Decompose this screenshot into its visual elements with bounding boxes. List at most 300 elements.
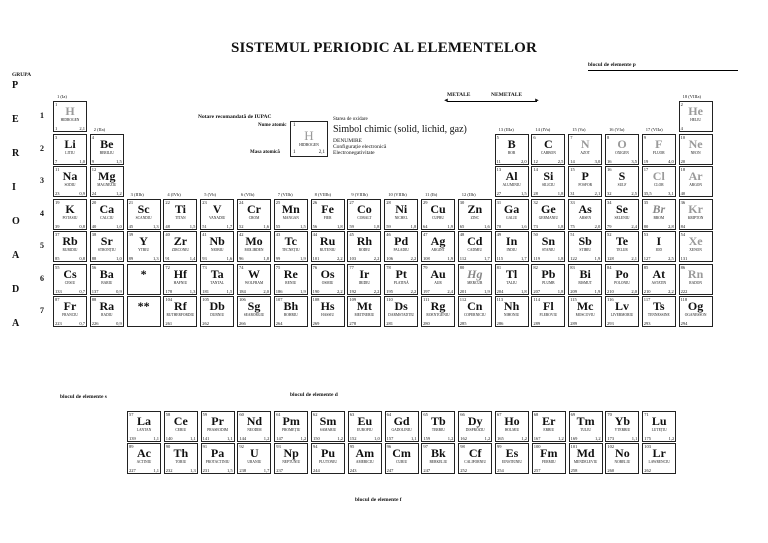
atomic-mass: 294 bbox=[680, 321, 688, 326]
element-name: LITIU bbox=[65, 150, 75, 155]
element-symbol: Eu bbox=[357, 414, 373, 428]
element-cell-n bbox=[568, 134, 602, 165]
element-name: NICHEL bbox=[394, 215, 408, 220]
f-element-cell-pr bbox=[201, 411, 235, 442]
element-name: BISMUT bbox=[578, 280, 592, 285]
element-cell-hg bbox=[458, 264, 492, 295]
element-cell-ag bbox=[421, 231, 455, 262]
group-header-g8: 8 (VIIIb) bbox=[314, 191, 331, 197]
atomic-mass: 14 bbox=[570, 158, 575, 164]
element-symbol: Cf bbox=[468, 446, 482, 460]
atomic-number: 52 bbox=[607, 232, 612, 237]
atomic-number: 39 bbox=[128, 232, 134, 237]
element-symbol: Lr bbox=[652, 446, 666, 460]
atomic-mass: 12 bbox=[533, 158, 538, 164]
period-word-letter: E bbox=[12, 114, 19, 125]
element-symbol: Pa bbox=[210, 446, 225, 460]
element-cell-h bbox=[53, 101, 87, 132]
electronegativity: 3,5 bbox=[631, 158, 637, 164]
atomic-number: 87 bbox=[55, 297, 60, 302]
electronegativity: 1,0 bbox=[374, 436, 380, 441]
electronegativity: 1,9 bbox=[447, 256, 453, 261]
element-symbol: Zr bbox=[173, 234, 188, 248]
electronegativity: 1,2 bbox=[300, 436, 307, 441]
element-cell-v bbox=[200, 199, 234, 230]
element-cell-bh bbox=[274, 296, 308, 327]
electronegativity: 1,8 bbox=[557, 223, 564, 229]
electronegativity: 1,8 bbox=[520, 288, 527, 294]
atomic-number: 105 bbox=[202, 297, 209, 302]
element-name: TITAN bbox=[175, 215, 186, 220]
element-cell-cu bbox=[421, 199, 455, 230]
element-symbol: Ru bbox=[319, 234, 336, 248]
element-name: HAFNIU bbox=[173, 280, 188, 285]
element-name: OGANESSON bbox=[684, 313, 707, 317]
element-symbol: Md bbox=[576, 446, 595, 460]
element-symbol: Es bbox=[505, 446, 519, 460]
electronegativity: 2,5 bbox=[668, 256, 674, 261]
atomic-mass: 181 bbox=[202, 288, 209, 294]
atomic-mass: 285 bbox=[459, 321, 467, 326]
group-header-g7: 7 (VIIb) bbox=[277, 191, 293, 197]
element-name: TORIU bbox=[175, 460, 187, 464]
element-cell-cr bbox=[237, 199, 271, 230]
element-name: TELUR bbox=[616, 248, 628, 252]
element-cell-se bbox=[605, 199, 639, 230]
group-header-g1: 1 (Ia) bbox=[57, 94, 67, 99]
element-cell-c bbox=[531, 134, 565, 165]
electronegativity: 1,6 bbox=[226, 256, 233, 261]
atomic-mass: 106 bbox=[386, 256, 393, 261]
element-name: SILICIU bbox=[542, 183, 555, 187]
atomic-mass: 45 bbox=[128, 223, 134, 229]
element-name: ARGINT bbox=[431, 248, 445, 252]
legend-mass-label: Masa atomică bbox=[250, 150, 280, 155]
f-element-cell-fm bbox=[532, 443, 566, 474]
atomic-mass: 64 bbox=[423, 223, 428, 229]
element-name: MERCUR bbox=[467, 280, 483, 285]
electronegativity: 1,8 bbox=[557, 256, 564, 261]
element-name: BERILIU bbox=[99, 150, 114, 155]
element-symbol: Ca bbox=[99, 201, 115, 216]
element-name: STRONȚIU bbox=[97, 248, 116, 252]
atomic-number: 57 bbox=[129, 412, 134, 417]
element-symbol: Sr bbox=[100, 234, 113, 248]
element-cell-cs bbox=[53, 264, 87, 295]
element-symbol: Og bbox=[687, 299, 704, 313]
atomic-mass: 137 bbox=[91, 288, 99, 294]
element-name: BROM bbox=[653, 215, 665, 220]
atomic-mass: 289 bbox=[570, 321, 577, 326]
element-cell-tc bbox=[274, 231, 308, 262]
atomic-mass: 133 bbox=[55, 288, 62, 294]
element-cell-ca bbox=[90, 199, 124, 230]
atomic-number: 75 bbox=[275, 264, 281, 270]
electronegativity: 1,1 bbox=[190, 436, 196, 441]
electronegativity: 2,8 bbox=[668, 223, 674, 229]
f-element-cell-ac bbox=[127, 443, 161, 474]
electronegativity: 1,2 bbox=[521, 436, 527, 441]
element-symbol: Bh bbox=[283, 299, 299, 313]
element-name: BOR bbox=[507, 150, 516, 155]
atomic-mass: 247 bbox=[423, 468, 431, 473]
legend-denum-label: DENUMIRE bbox=[333, 138, 363, 144]
atomic-number: 48 bbox=[459, 232, 465, 237]
atomic-mass: 139 bbox=[129, 436, 136, 441]
element-symbol: Kr bbox=[688, 201, 703, 216]
atomic-number: 85 bbox=[643, 264, 649, 270]
atomic-mass: 175 bbox=[644, 436, 651, 441]
period-number: 6 bbox=[40, 273, 44, 283]
atomic-number: 40 bbox=[165, 232, 170, 237]
element-symbol: Rg bbox=[430, 299, 446, 313]
electronegativity: 1,9 bbox=[594, 288, 601, 294]
group-header-g13: 13 (IIIa) bbox=[498, 126, 514, 132]
element-symbol: Mo bbox=[245, 234, 263, 248]
element-cell-pd bbox=[384, 231, 418, 262]
element-symbol: In bbox=[505, 234, 518, 248]
element-cell-fr bbox=[53, 296, 87, 327]
element-symbol: Se bbox=[616, 201, 628, 216]
atomic-number: 76 bbox=[312, 264, 318, 270]
element-name: DARMSTADTIU bbox=[388, 313, 415, 317]
atomic-mass: 186 bbox=[275, 288, 283, 294]
element-name: COPERNICIU bbox=[464, 313, 486, 317]
atomic-number: 100 bbox=[533, 444, 541, 449]
element-name: PROMEȚIU bbox=[282, 428, 301, 432]
atomic-mass: 150 bbox=[313, 436, 320, 441]
element-name: VANADIU bbox=[209, 215, 226, 220]
atomic-number: 9 bbox=[643, 134, 647, 140]
atomic-mass: 1 bbox=[55, 126, 58, 131]
f-element-cell-np bbox=[274, 443, 308, 474]
element-name: HASSIU bbox=[321, 313, 335, 317]
element-cell-cn bbox=[458, 296, 492, 327]
f-element-cell-u bbox=[237, 443, 271, 474]
element-name: FRANCIU bbox=[62, 313, 78, 317]
element-name: OSMIU bbox=[321, 280, 334, 285]
atomic-mass: 201 bbox=[459, 288, 467, 294]
element-symbol: Sn bbox=[541, 234, 556, 248]
element-symbol: Br bbox=[652, 201, 666, 216]
element-symbol: Np bbox=[283, 446, 299, 460]
element-cell-be bbox=[90, 134, 124, 165]
element-name: ZINC bbox=[470, 215, 479, 220]
period-word-letter: A bbox=[12, 318, 20, 329]
atomic-number: 107 bbox=[275, 297, 283, 302]
element-cell-te bbox=[605, 231, 639, 262]
atomic-number: 92 bbox=[239, 444, 244, 449]
element-name: WOLFRAM bbox=[244, 280, 264, 285]
atomic-mass: 147 bbox=[276, 436, 283, 441]
atomic-mass: 59 bbox=[386, 223, 391, 229]
element-cell-xe bbox=[679, 231, 713, 262]
atomic-mass: 192 bbox=[349, 288, 357, 294]
atomic-number: 94 bbox=[313, 444, 318, 449]
atomic-number: 8 bbox=[607, 134, 610, 140]
element-cell-nh bbox=[495, 296, 529, 327]
atomic-number: 45 bbox=[349, 232, 354, 237]
placeholder-mark: ** bbox=[137, 299, 150, 313]
f-element-cell-yb bbox=[605, 411, 639, 442]
element-cell-co bbox=[347, 199, 381, 230]
atomic-number: 109 bbox=[349, 297, 357, 302]
electronegativity: 1,5 bbox=[520, 191, 527, 196]
atomic-mass: 293 bbox=[643, 321, 651, 326]
element-name: RENIU bbox=[285, 280, 297, 285]
element-symbol: Mn bbox=[281, 201, 300, 216]
f-element-cell-eu bbox=[348, 411, 382, 442]
element-name: FOSFOR bbox=[578, 183, 592, 187]
element-symbol: Tm bbox=[576, 414, 595, 428]
electronegativity: 2,1 bbox=[594, 191, 601, 196]
atomic-mass: 19 bbox=[643, 158, 649, 164]
element-name: CARBON bbox=[540, 150, 556, 155]
atomic-mass: 70 bbox=[496, 223, 502, 229]
element-symbol: K bbox=[65, 201, 75, 216]
element-name: XENON bbox=[689, 248, 702, 252]
legend bbox=[250, 117, 467, 159]
element-name: MOSCOVIU bbox=[575, 313, 595, 317]
element-cell-kr bbox=[679, 199, 713, 230]
atomic-mass: 75 bbox=[570, 223, 575, 229]
element-symbol: Re bbox=[283, 266, 298, 281]
atomic-mass: 73 bbox=[533, 223, 538, 229]
electronegativity: 1,6 bbox=[520, 223, 527, 229]
element-symbol: Rf bbox=[174, 299, 187, 313]
atomic-number: 55 bbox=[55, 264, 60, 270]
element-name: AUR bbox=[434, 280, 442, 285]
atomic-mass: 115 bbox=[496, 256, 504, 261]
electronegativity: 1,2 bbox=[594, 436, 601, 441]
element-cell-ts bbox=[642, 296, 676, 327]
atomic-mass: 159 bbox=[423, 436, 431, 441]
element-cell-fe bbox=[311, 199, 345, 230]
element-name: YTERBIU bbox=[614, 428, 631, 432]
element-symbol: Os bbox=[320, 266, 335, 281]
electronegativity: 2,0 bbox=[631, 288, 637, 294]
electronegativity: 1,2 bbox=[558, 436, 564, 441]
element-name: NIOBIU bbox=[210, 248, 224, 252]
element-symbol: Hs bbox=[320, 299, 335, 313]
element-symbol: O bbox=[617, 136, 627, 151]
element-symbol: Sm bbox=[319, 414, 337, 428]
atomic-mass: 169 bbox=[570, 436, 578, 441]
atomic-number: 3 bbox=[55, 134, 58, 140]
atomic-number: 24 bbox=[239, 199, 244, 205]
element-cell-sc bbox=[127, 199, 161, 230]
element-cell-ru bbox=[311, 231, 345, 262]
element-symbol: Bk bbox=[431, 446, 446, 460]
element-name: ALUMINIU bbox=[502, 183, 521, 187]
legend-example-mass: 1 bbox=[293, 150, 296, 155]
element-name: AMERICIU bbox=[355, 460, 374, 464]
electronegativity: 4,0 bbox=[668, 158, 674, 164]
element-symbol: Ni bbox=[395, 201, 408, 216]
element-symbol: Pm bbox=[282, 414, 300, 428]
electronegativity: 1,2 bbox=[668, 436, 675, 441]
element-cell-li bbox=[53, 134, 87, 165]
electronegativity: 1,6 bbox=[484, 223, 490, 229]
atomic-mass: 40 bbox=[91, 223, 97, 229]
block-f-label: blocul de elemente f bbox=[355, 497, 402, 503]
f-element-cell-gd bbox=[385, 411, 419, 442]
element-name: FERMIU bbox=[542, 460, 556, 464]
atomic-number: 77 bbox=[349, 264, 354, 270]
element-symbol: Lv bbox=[614, 299, 629, 313]
element-name: STIBIU bbox=[579, 248, 591, 252]
atomic-number: 89 bbox=[129, 444, 134, 449]
f-element-cell-no bbox=[605, 443, 639, 474]
atomic-mass: 252 bbox=[460, 468, 467, 473]
atomic-mass: 286 bbox=[496, 321, 504, 326]
element-name: ARSEN bbox=[579, 215, 592, 220]
atomic-mass: 59 bbox=[349, 223, 354, 229]
atomic-number: 61 bbox=[276, 412, 281, 417]
group-header-g15: 15 (Va) bbox=[572, 126, 586, 132]
atomic-number: 1 bbox=[55, 102, 58, 107]
electronegativity: 0,8 bbox=[79, 223, 85, 229]
atomic-number: 33 bbox=[570, 199, 575, 205]
element-cell-ar bbox=[679, 166, 713, 197]
atomic-mass: 184 bbox=[239, 288, 246, 294]
element-name: SAMARIU bbox=[319, 428, 337, 432]
atomic-mass: 32 bbox=[607, 191, 612, 196]
group-header-g16: 16 (VIa) bbox=[609, 126, 625, 132]
f-element-cell-nd bbox=[237, 411, 271, 442]
electronegativity: 1,8 bbox=[263, 256, 269, 261]
element-cell-y bbox=[127, 231, 161, 262]
atomic-number: 35 bbox=[643, 199, 649, 205]
element-cell-mt bbox=[347, 296, 381, 327]
f-element-cell-er bbox=[532, 411, 566, 442]
electronegativity: 1,9 bbox=[594, 256, 601, 261]
element-symbol: Ra bbox=[99, 299, 115, 313]
electronegativity: 1,9 bbox=[484, 288, 490, 294]
atomic-mass: 152 bbox=[349, 436, 357, 441]
atomic-mass: 262 bbox=[202, 321, 209, 326]
atomic-mass: 243 bbox=[349, 468, 357, 473]
element-symbol: Pb bbox=[541, 266, 556, 281]
atomic-mass: 7 bbox=[55, 158, 58, 164]
atomic-mass: 89 bbox=[128, 256, 134, 261]
electronegativity: 2,0 bbox=[594, 223, 601, 229]
atomic-number: 12 bbox=[91, 167, 97, 172]
element-name: ACTINIU bbox=[136, 460, 152, 464]
element-cell-og bbox=[679, 296, 713, 327]
f-element-cell-tb bbox=[421, 411, 455, 442]
atomic-number: 73 bbox=[202, 264, 207, 270]
atomic-number: 70 bbox=[607, 412, 612, 417]
electronegativity: 2,0 bbox=[263, 288, 269, 294]
atomic-number: 84 bbox=[607, 264, 612, 270]
legend-oxidation-label: Starea de oxidare bbox=[333, 117, 368, 122]
f-element-cell-th bbox=[164, 443, 198, 474]
element-name: MEITNERIU bbox=[354, 313, 375, 317]
f-element-cell-dy bbox=[458, 411, 492, 442]
f-element-cell-pu bbox=[311, 443, 345, 474]
atomic-number: 19 bbox=[55, 199, 60, 205]
element-cell-p bbox=[568, 166, 602, 197]
atomic-mass: 112 bbox=[459, 256, 467, 261]
f-element-cell-lr bbox=[642, 443, 676, 474]
element-cell-hs bbox=[311, 296, 345, 327]
atomic-mass: 232 bbox=[165, 468, 173, 473]
placeholder-mark: * bbox=[140, 266, 147, 281]
electronegativity: 1,8 bbox=[557, 191, 564, 196]
atomic-mass: 167 bbox=[533, 436, 541, 441]
atomic-number: 31 bbox=[496, 199, 502, 205]
element-cell-as bbox=[568, 199, 602, 230]
element-cell-k bbox=[53, 199, 87, 230]
electronegativity: 2,0 bbox=[520, 158, 527, 164]
element-symbol: Rn bbox=[687, 266, 704, 281]
element-symbol: He bbox=[688, 104, 703, 118]
electronegativity: 1,5 bbox=[226, 288, 233, 294]
element-name: URANIU bbox=[247, 460, 262, 464]
element-cell-pt bbox=[384, 264, 418, 295]
element-symbol: Cr bbox=[247, 201, 261, 216]
electronegativity: 2,2 bbox=[336, 256, 343, 261]
element-name: RUTHERFORDIU bbox=[166, 313, 195, 317]
electronegativity: 1,5 bbox=[226, 468, 233, 473]
atomic-number: 79 bbox=[423, 264, 428, 270]
f-element-cell-es bbox=[495, 443, 529, 474]
element-symbol: Pr bbox=[211, 414, 224, 428]
atomic-number: 108 bbox=[312, 297, 320, 302]
atomic-number: 62 bbox=[313, 412, 318, 417]
atomic-number: 93 bbox=[276, 444, 281, 449]
element-symbol: Ac bbox=[137, 446, 151, 460]
element-symbol: Fl bbox=[543, 299, 554, 313]
element-name: SODIU bbox=[64, 183, 76, 187]
element-cell-nb bbox=[200, 231, 234, 262]
element-cell-db bbox=[200, 296, 234, 327]
atomic-number: 97 bbox=[423, 444, 428, 449]
electronegativity: 1,1 bbox=[153, 468, 159, 473]
electronegativity: 1,1 bbox=[631, 436, 638, 441]
atomic-number: 112 bbox=[459, 297, 467, 302]
electronegativity: 1,8 bbox=[410, 223, 417, 229]
element-name: PROTACTINIU bbox=[205, 460, 230, 464]
element-symbol: No bbox=[615, 446, 630, 460]
element-name: EUROPIU bbox=[357, 428, 373, 432]
atomic-number: 18 bbox=[680, 167, 686, 172]
atomic-mass: 16 bbox=[607, 158, 612, 164]
atomic-mass: 226 bbox=[91, 321, 99, 326]
atomic-mass: 247 bbox=[386, 468, 394, 473]
f-element-cell-pm bbox=[274, 411, 308, 442]
atomic-mass: 108 bbox=[423, 256, 430, 261]
atomic-number: 20 bbox=[91, 199, 97, 205]
atomic-number: 78 bbox=[386, 264, 391, 270]
element-name: IOD bbox=[655, 248, 662, 252]
atomic-number: 102 bbox=[607, 444, 615, 449]
element-name: GALIU bbox=[506, 215, 518, 220]
atomic-mass: 258 bbox=[570, 468, 578, 473]
electronegativity: 1,7 bbox=[263, 468, 270, 473]
atomic-mass: 162 bbox=[460, 436, 467, 441]
atomic-mass: 222 bbox=[680, 288, 688, 294]
period-number: 3 bbox=[40, 176, 44, 185]
element-cell-in bbox=[495, 231, 529, 262]
element-cell-hf bbox=[163, 264, 197, 295]
group-header-g10: 10 (VIIIb) bbox=[388, 191, 407, 197]
element-symbol: At bbox=[652, 266, 666, 281]
atomic-number: 106 bbox=[239, 297, 246, 302]
element-name: YTRIU bbox=[138, 248, 150, 252]
atomic-number: 118 bbox=[680, 297, 688, 302]
